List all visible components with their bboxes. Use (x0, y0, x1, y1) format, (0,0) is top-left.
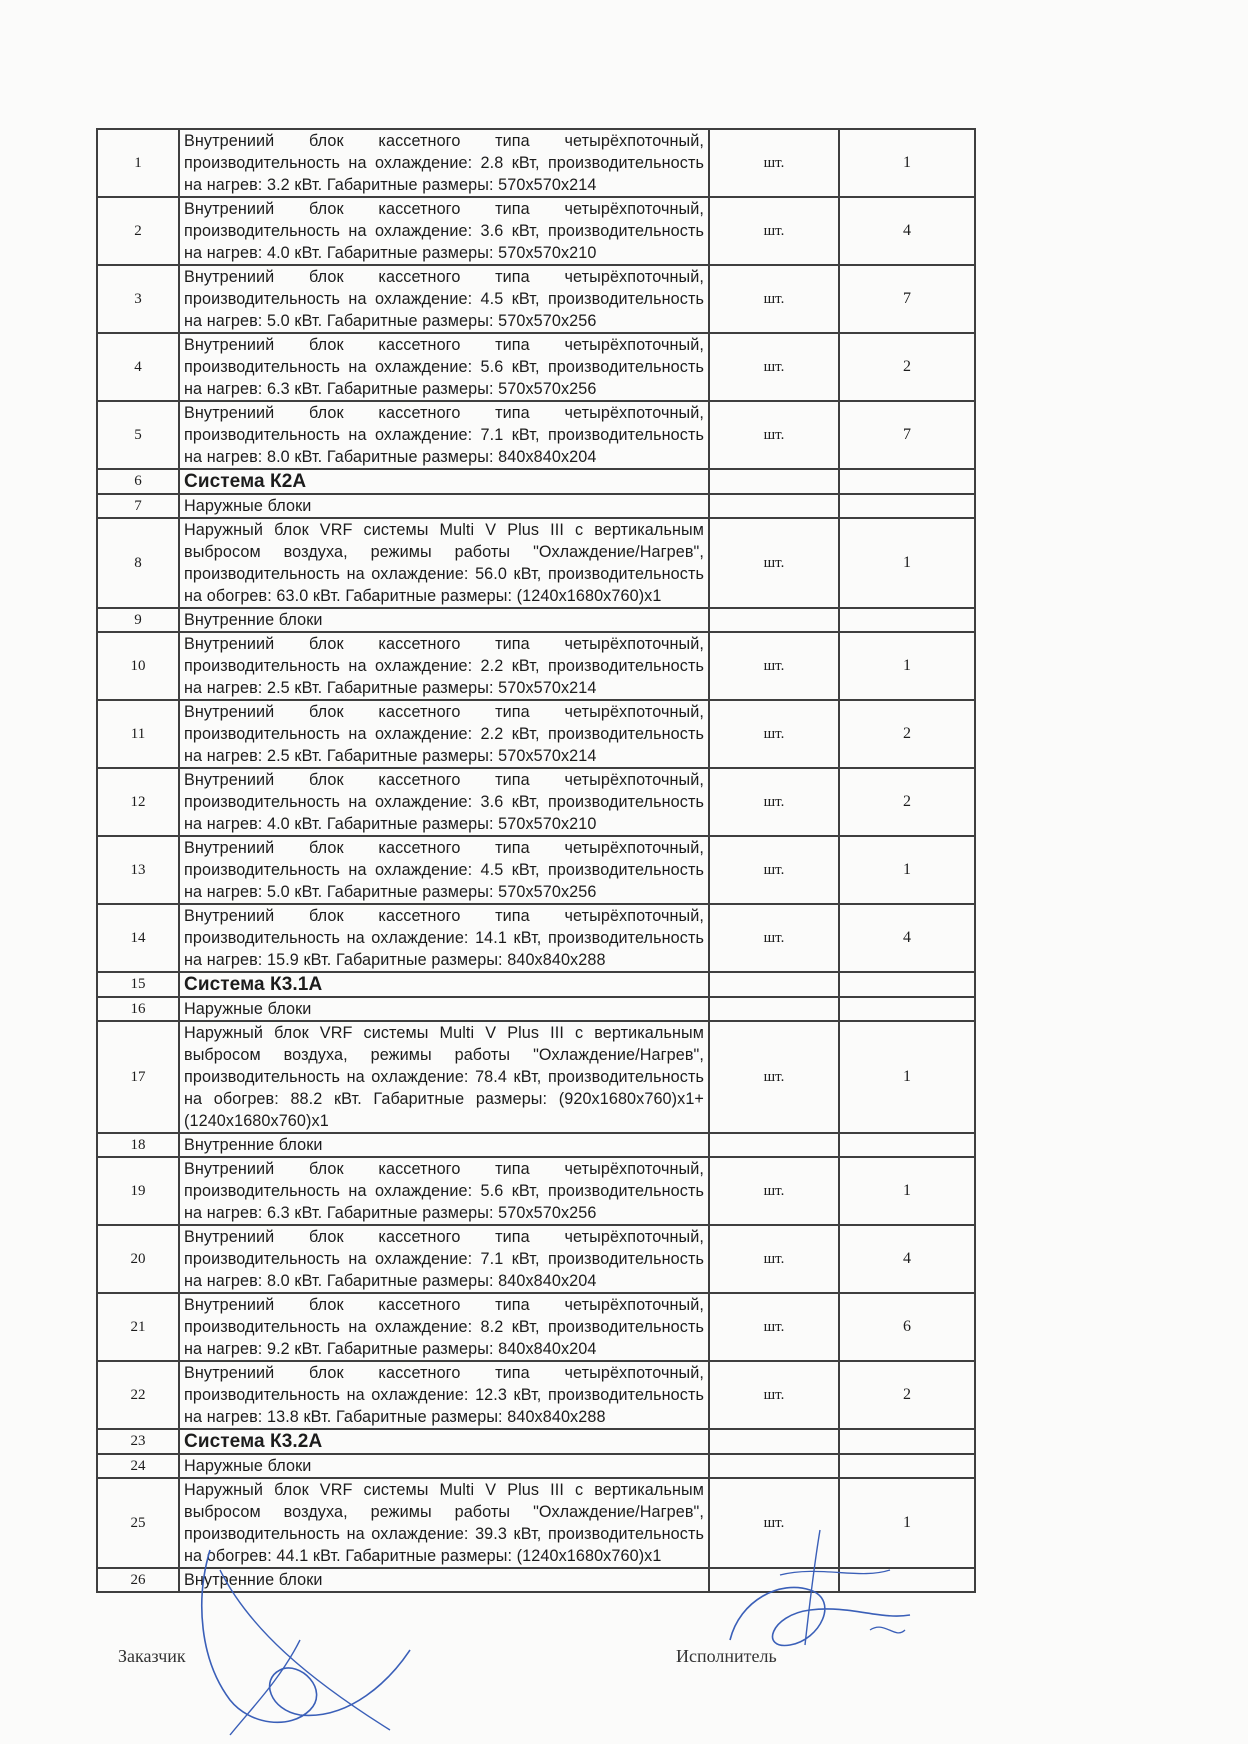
row-number: 3 (97, 265, 179, 333)
table-row (97, 1157, 975, 1225)
row-description: Наружные блоки (179, 494, 709, 518)
row-unit: шт. (709, 1225, 839, 1293)
table-row (97, 401, 975, 469)
row-description: Система К2А (179, 469, 709, 494)
row-quantity: 7 (839, 401, 975, 469)
row-number: 11 (97, 700, 179, 768)
row-unit: шт. (709, 401, 839, 469)
row-quantity (839, 1454, 975, 1478)
table-row (97, 333, 975, 401)
row-description: Внутрениий блок кассетного типа четырёхпоточный, производительность на охлаждение: 4.5 кВт, производительность на нагрев: 5.0 кВт. Габаритные размеры: 570x570x256 (179, 836, 709, 904)
row-quantity: 1 (839, 518, 975, 608)
subsection-row (97, 997, 975, 1021)
row-quantity (839, 469, 975, 494)
row-description: Внутрениий блок кассетного типа четырёхпоточный, производительность на охлаждение: 8.2 кВт, производительность на нагрев: 9.2 кВт. Габаритные размеры: 840x840x204 (179, 1293, 709, 1361)
table-row (97, 518, 975, 608)
row-unit: шт. (709, 333, 839, 401)
row-description: Внутрениий блок кассетного типа четырёхпоточный, производительность на охлаждение: 5.6 кВт, производительность на нагрев: 6.3 кВт. Габаритные размеры: 570x570x256 (179, 333, 709, 401)
table-row (97, 1478, 975, 1568)
row-unit: шт. (709, 1021, 839, 1133)
row-description: Наружные блоки (179, 1454, 709, 1478)
table-row (97, 129, 975, 197)
row-quantity: 4 (839, 197, 975, 265)
row-number: 20 (97, 1225, 179, 1293)
row-number: 19 (97, 1157, 179, 1225)
row-unit: шт. (709, 1361, 839, 1429)
row-description: Наружный блок VRF системы Multi V Plus III с вертикальным выбросом воздуха, режимы работы "Охлаждение/Нагрев", производительность на охлаждение: 56.0 кВт, производительность на обогрев: 63.0 кВт. Габаритные размеры: (1240x1680x760)x1 (179, 518, 709, 608)
row-number: 22 (97, 1361, 179, 1429)
table-row (97, 768, 975, 836)
row-quantity: 2 (839, 333, 975, 401)
subsection-row (97, 608, 975, 632)
row-unit (709, 1133, 839, 1157)
row-description: Внутрениий блок кассетного типа четырёхпоточный, производительность на охлаждение: 7.1 кВт, производительность на нагрев: 8.0 кВт. Габаритные размеры: 840x840x204 (179, 1225, 709, 1293)
row-number: 7 (97, 494, 179, 518)
row-unit: шт. (709, 1478, 839, 1568)
row-number: 23 (97, 1429, 179, 1454)
row-quantity (839, 1133, 975, 1157)
row-unit (709, 1568, 839, 1592)
row-unit (709, 972, 839, 997)
row-quantity: 4 (839, 1225, 975, 1293)
row-unit: шт. (709, 1293, 839, 1361)
row-description: Наружный блок VRF системы Multi V Plus III с вертикальным выбросом воздуха, режимы работы "Охлаждение/Нагрев", производительность на охлаждение: 39.3 кВт, производительность на обогрев: 44.1 кВт. Габаритные размеры: (1240x1680x760)x1 (179, 1478, 709, 1568)
row-unit: шт. (709, 904, 839, 972)
row-number: 6 (97, 469, 179, 494)
row-quantity: 1 (839, 1021, 975, 1133)
row-unit: шт. (709, 768, 839, 836)
table-row (97, 836, 975, 904)
row-description: Наружные блоки (179, 997, 709, 1021)
row-quantity: 4 (839, 904, 975, 972)
row-description: Внутренние блоки (179, 1133, 709, 1157)
row-description: Внутрениий блок кассетного типа четырёхпоточный, производительность на охлаждение: 7.1 кВт, производительность на нагрев: 8.0 кВт. Габаритные размеры: 840x840x204 (179, 401, 709, 469)
row-unit (709, 494, 839, 518)
row-quantity: 1 (839, 632, 975, 700)
subsection-row (97, 1133, 975, 1157)
table-row (97, 1225, 975, 1293)
row-description: Внутрениий блок кассетного типа четырёхпоточный, производительность на охлаждение: 14.1 кВт, производительность на нагрев: 15.9 кВт. Габаритные размеры: 840x840x288 (179, 904, 709, 972)
row-description: Наружный блок VRF системы Multi V Plus III с вертикальным выбросом воздуха, режимы работы "Охлаждение/Нагрев", производительность на охлаждение: 78.4 кВт, производительность на обогрев: 88.2 кВт. Габаритные размеры: (920x1680x760)x1+(1240x1680x760)x1 (179, 1021, 709, 1133)
table-row (97, 904, 975, 972)
row-unit (709, 608, 839, 632)
table-row (97, 1361, 975, 1429)
row-number: 16 (97, 997, 179, 1021)
row-number: 2 (97, 197, 179, 265)
section-header-row (97, 469, 975, 494)
row-unit: шт. (709, 1157, 839, 1225)
row-number: 1 (97, 129, 179, 197)
row-number: 12 (97, 768, 179, 836)
row-unit (709, 1429, 839, 1454)
row-quantity: 2 (839, 700, 975, 768)
row-quantity: 1 (839, 1478, 975, 1568)
row-description: Внутренние блоки (179, 1568, 709, 1592)
specification-table (96, 128, 976, 1593)
row-description: Внутрениий блок кассетного типа четырёхпоточный, производительность на охлаждение: 12.3 кВт, производительность на нагрев: 13.8 кВт. Габаритные размеры: 840x840x288 (179, 1361, 709, 1429)
row-quantity: 1 (839, 129, 975, 197)
row-number: 13 (97, 836, 179, 904)
row-number: 10 (97, 632, 179, 700)
table-body (97, 129, 975, 1592)
row-quantity (839, 494, 975, 518)
row-quantity (839, 972, 975, 997)
row-description: Внутрениий блок кассетного типа четырёхпоточный, производительность на охлаждение: 2.8 кВт, производительность на нагрев: 3.2 кВт. Габаритные размеры: 570x570x214 (179, 129, 709, 197)
table-row (97, 197, 975, 265)
subsection-row (97, 494, 975, 518)
subsection-row (97, 1454, 975, 1478)
row-quantity (839, 997, 975, 1021)
contractor-label: Исполнитель (676, 1646, 777, 1666)
row-quantity (839, 608, 975, 632)
row-number: 5 (97, 401, 179, 469)
row-unit: шт. (709, 265, 839, 333)
row-description: Внутрениий блок кассетного типа четырёхпоточный, производительность на охлаждение: 2.2 кВт, производительность на нагрев: 2.5 кВт. Габаритные размеры: 570x570x214 (179, 700, 709, 768)
table-row (97, 1021, 975, 1133)
row-description: Внутрениий блок кассетного типа четырёхпоточный, производительность на охлаждение: 2.2 кВт, производительность на нагрев: 2.5 кВт. Габаритные размеры: 570x570x214 (179, 632, 709, 700)
row-number: 14 (97, 904, 179, 972)
row-unit: шт. (709, 632, 839, 700)
row-description: Система К3.1А (179, 972, 709, 997)
row-unit: шт. (709, 836, 839, 904)
row-quantity: 1 (839, 1157, 975, 1225)
row-number: 25 (97, 1478, 179, 1568)
row-description: Внутрениий блок кассетного типа четырёхпоточный, производительность на охлаждение: 4.5 кВт, производительность на нагрев: 5.0 кВт. Габаритные размеры: 570x570x256 (179, 265, 709, 333)
row-description: Внутрениий блок кассетного типа четырёхпоточный, производительность на охлаждение: 3.6 кВт, производительность на нагрев: 4.0 кВт. Габаритные размеры: 570x570x210 (179, 197, 709, 265)
section-header-row (97, 1429, 975, 1454)
row-unit (709, 469, 839, 494)
row-unit (709, 1454, 839, 1478)
row-number: 15 (97, 972, 179, 997)
table-row (97, 700, 975, 768)
row-quantity: 2 (839, 1361, 975, 1429)
row-unit: шт. (709, 197, 839, 265)
row-quantity (839, 1429, 975, 1454)
row-number: 21 (97, 1293, 179, 1361)
section-header-row (97, 972, 975, 997)
row-quantity: 2 (839, 768, 975, 836)
table-row (97, 1293, 975, 1361)
row-quantity: 7 (839, 265, 975, 333)
table-row (97, 632, 975, 700)
subsection-row (97, 1568, 975, 1592)
row-unit: шт. (709, 700, 839, 768)
row-number: 26 (97, 1568, 179, 1592)
row-unit: шт. (709, 518, 839, 608)
row-quantity: 1 (839, 836, 975, 904)
row-quantity: 6 (839, 1293, 975, 1361)
row-number: 4 (97, 333, 179, 401)
row-number: 18 (97, 1133, 179, 1157)
row-unit: шт. (709, 129, 839, 197)
row-number: 9 (97, 608, 179, 632)
row-number: 17 (97, 1021, 179, 1133)
row-number: 24 (97, 1454, 179, 1478)
row-description: Система К3.2А (179, 1429, 709, 1454)
row-quantity (839, 1568, 975, 1592)
customer-label: Заказчик (118, 1646, 186, 1666)
table-row (97, 265, 975, 333)
row-unit (709, 997, 839, 1021)
row-description: Внутренние блоки (179, 608, 709, 632)
row-description: Внутрениий блок кассетного типа четырёхпоточный, производительность на охлаждение: 3.6 кВт, производительность на нагрев: 4.0 кВт. Габаритные размеры: 570x570x210 (179, 768, 709, 836)
row-number: 8 (97, 518, 179, 608)
row-description: Внутрениий блок кассетного типа четырёхпоточный, производительность на охлаждение: 5.6 кВт, производительность на нагрев: 6.3 кВт. Габаритные размеры: 570x570x256 (179, 1157, 709, 1225)
